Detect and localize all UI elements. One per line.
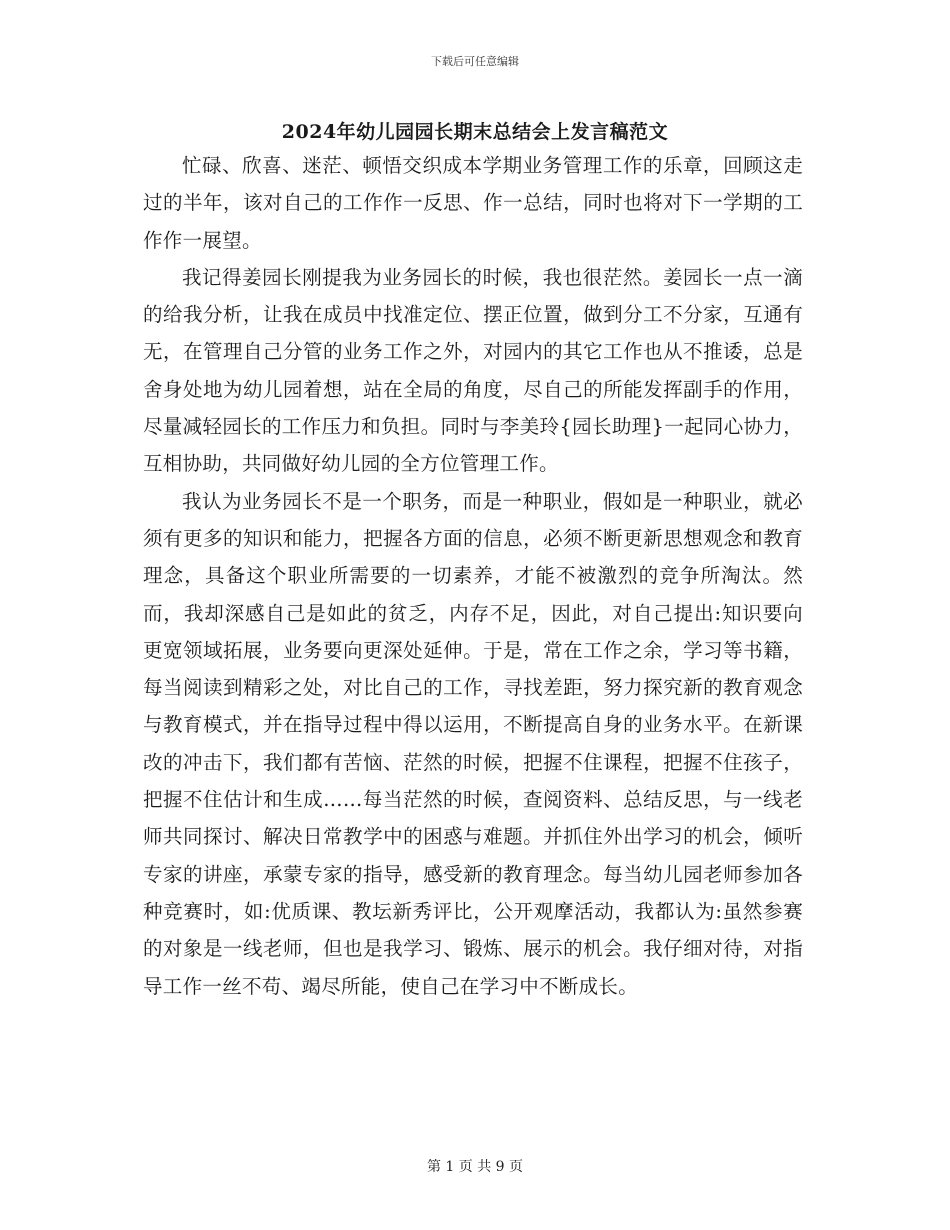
paragraph-3: 我认为业务园长不是一个职务，而是一种职业，假如是一种职业，就必须有更多的知识和能力，把握各方面的信息，必须不断更新思想观念和教育理念，具备这个职业所需要的一切素养，才能不被激烈的竞争所淘汰。然而，我却深感自己是如此的贫乏，内存不足，因此，对自己提出:知识要向更宽领域拓展，业务要向更深处延伸。于是，常在工作之余，学习等书籍，每当阅读到精彩之处，对比自己的工作，寻找差距，努力探究新的教育观念与教育模式，并在指导过程中得以运用，不断提高自身的业务水平。在新课改的冲击下，我们都有苦恼、茫然的时候，把握不住课程，把握不住孩子，把握不住估计和生成……每当茫然的时候，查阅资料、总结反思，与一线老师共同探讨、解决日常教学中的困惑与难题。并抓住外出学习的机会，倾听专家的讲座，承蒙专家的指导，感受新的教育理念。每当幼儿园老师参加各种竞赛时，如:优质课、教坛新秀评比，公开观摩活动，我都认为:虽然参赛的对象是一线老师，但也是我学习、锻炼、展示的机会。我仔细对待，对指导工作一丝不苟、竭尽所能，使自己在学习中不断成长。: [143, 489, 803, 998]
header-note: 下载后可任意编辑: [431, 55, 519, 68]
document-title: 2024年幼儿园园长期末总结会上发言稿范文: [281, 121, 669, 143]
page-number: 第 1 页 共 9 页: [426, 1159, 524, 1175]
paragraph-2: 我记得姜园长刚提我为业务园长的时候，我也很茫然。姜园长一点一滴的给我分析，让我在成员中找准定位、摆正位置，做到分工不分家，互通有无，在管理自己分管的业务工作之外，对园内的其它工作也从不推诿，总是舍身处地为幼儿园着想，站在全局的角度，尽自己的所能发挥副手的作用，尽量减轻园长的工作压力和负担。同时与李美玲{园长助理}一起同心协力，互相协助，共同做好幼儿园的全方位管理工作。: [143, 265, 803, 476]
paragraph-1: 忙碌、欣喜、迷茫、顿悟交织成本学期业务管理工作的乐章，回顾这走过的半年，该对自己的工作作一反思、作一总结，同时也将对下一学期的工作作一展望。: [143, 154, 803, 252]
document-body: [143, 147, 803, 1005]
